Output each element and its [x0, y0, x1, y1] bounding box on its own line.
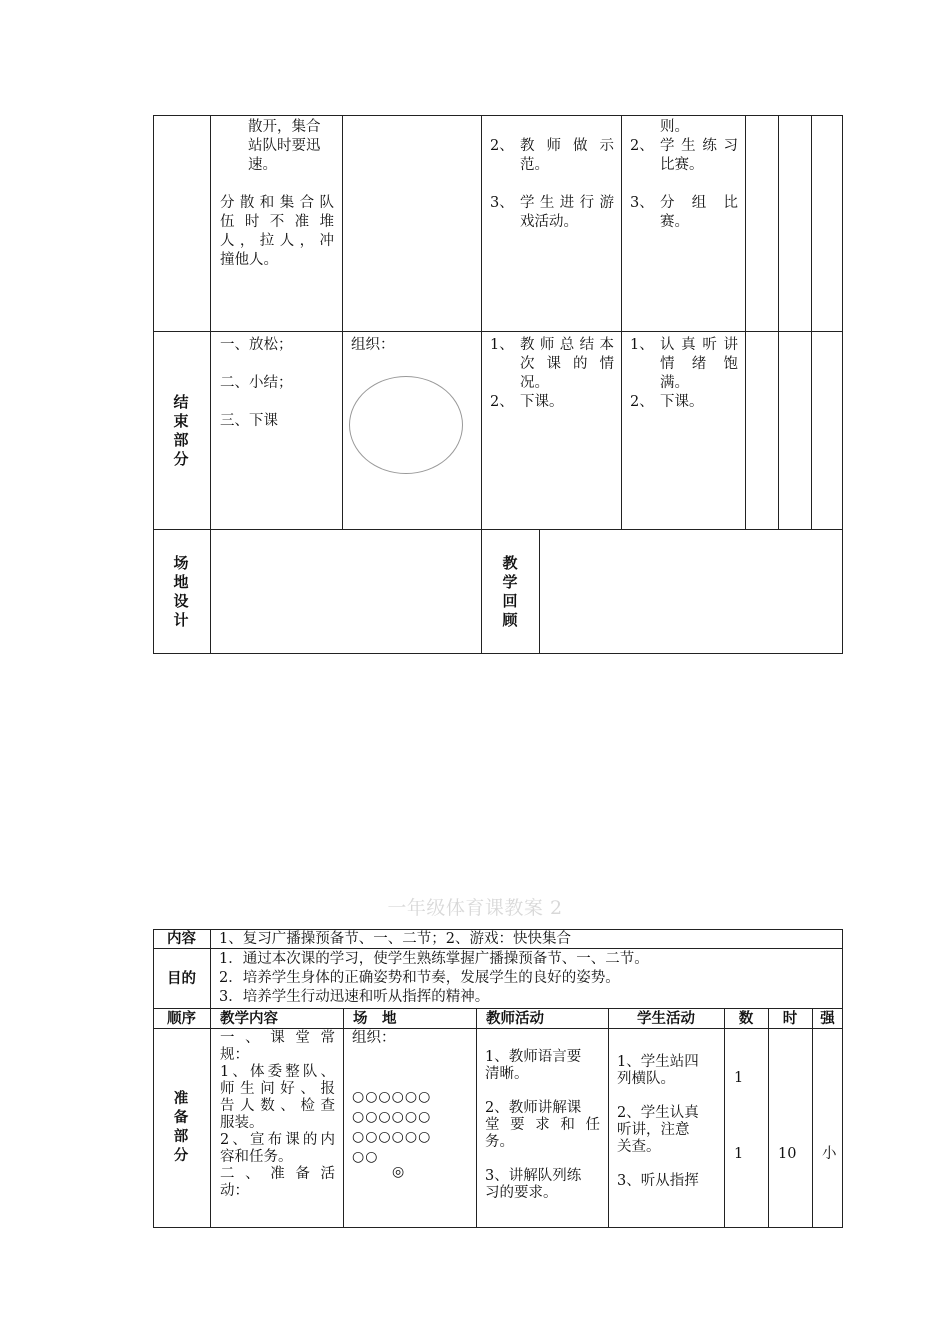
prep-student-cell: [617, 1037, 717, 1190]
goal-item: 2．培养学生身体的正确姿势和节奏，发展学生的良好的姿势。: [219, 970, 620, 986]
student-item: 3、 分 组 比 赛。: [630, 195, 738, 230]
teacher-item: 2、 下课。: [490, 394, 564, 410]
student-line: 3、听从指挥: [617, 1173, 699, 1189]
teacher-line: 习的要求。: [485, 1185, 558, 1201]
content-line: 1、体委整队、: [220, 1064, 335, 1080]
row1-teacher-cell: [490, 137, 614, 232]
table-divider: [539, 529, 540, 654]
content-label: 内容: [167, 931, 196, 947]
table-divider: [621, 115, 622, 529]
teacher-line: 务。: [485, 1134, 514, 1150]
content-line: 三、下课: [220, 413, 278, 429]
intensity-value: 小: [822, 1146, 837, 1162]
content-value: 1、复习广播操预备节、一、二节；2、游戏：快快集合: [219, 931, 571, 947]
table-divider: [342, 115, 343, 529]
teacher-position-icon: ◎: [392, 1164, 406, 1180]
student-line: 则。: [660, 119, 689, 135]
student-formation: [352, 1087, 431, 1167]
formation-row: ○○○○○○: [352, 1109, 432, 1125]
formation-row: ○○○○○○: [352, 1129, 432, 1145]
student-line: 听讲，注意: [617, 1122, 690, 1138]
table-divider: [153, 948, 843, 949]
content-line: 规：: [220, 1047, 249, 1063]
teacher-line: 2、教师讲解课: [485, 1100, 582, 1116]
table-divider: [768, 1008, 769, 1228]
content-line: 服装。: [220, 1115, 264, 1131]
teacher-line: 堂 要 求 和 任: [485, 1117, 600, 1133]
prep-teacher-cell: [485, 1049, 600, 1202]
table-divider: [153, 331, 843, 332]
teacher-line: 清晰。: [485, 1066, 529, 1082]
page-title: 一年级体育课教案 2: [387, 897, 563, 919]
teacher-item: 2、 教 师 做 示 范。: [490, 138, 614, 173]
goal-item: 3．培养学生行动迅速和听从指挥的精神。: [219, 989, 490, 1005]
content-line: 动：: [220, 1183, 249, 1199]
row2-teacher-cell: [490, 336, 614, 412]
table-divider: [210, 929, 211, 1228]
header-intensity: 强: [820, 1011, 835, 1027]
teacher-item: 3、 学生进行游 戏活动。: [490, 195, 614, 230]
content-line: 一 、 课 堂 常: [220, 1030, 335, 1046]
table-divider: [476, 1008, 477, 1228]
header-count: 数: [738, 1011, 754, 1027]
teacher-line: 1、教师语言要: [485, 1049, 582, 1065]
table-divider: [745, 115, 746, 529]
formation-row: ○○: [352, 1149, 379, 1165]
content-line: 师生问好、报: [220, 1081, 335, 1097]
header-student: 学生活动: [637, 1011, 695, 1027]
student-line: 列横队。: [617, 1071, 675, 1087]
row2-content-cell: [220, 336, 334, 431]
content-line: 二、小结；: [220, 375, 293, 391]
header-order: 顺序: [167, 1011, 196, 1027]
venue-design-label: 场地设计: [173, 554, 189, 629]
header-teacher: 教师活动: [486, 1011, 544, 1027]
content-line: 速。: [248, 157, 277, 173]
goal-list: [219, 950, 649, 1007]
header-venue: 场 地: [353, 1011, 397, 1027]
content-line: 2、宣布课的内: [220, 1132, 335, 1148]
time-value: 10: [778, 1146, 797, 1162]
table-divider: [608, 1008, 609, 1228]
content-line: 分散和集合队: [220, 195, 334, 211]
student-line: 关查。: [617, 1139, 661, 1155]
student-line: 2、学生认真: [617, 1105, 699, 1121]
content-line: 人，拉人，冲: [220, 233, 334, 249]
table-divider: [811, 115, 812, 529]
content-line: 一、放松；: [220, 337, 293, 353]
goal-label: 目的: [167, 971, 196, 987]
goal-item: 1．通过本次课的学习，使学生熟练掌握广播操预备节、一、二节。: [219, 951, 649, 967]
header-time: 时: [782, 1011, 798, 1027]
teacher-line: 3、讲解队列练: [485, 1168, 582, 1184]
section-label-prep: 准备部分: [173, 1091, 189, 1164]
section-label-end: 结束部分: [173, 393, 189, 468]
organization-label: 组织：: [351, 337, 395, 353]
teacher-item: 1、 教师总结本 次 课 的 情 况。: [490, 337, 614, 391]
organization-label: 组织：: [352, 1030, 396, 1046]
row1-content-cell: [220, 118, 334, 270]
table-divider: [724, 1008, 725, 1228]
content-line: 站队时要迅: [248, 138, 321, 154]
student-item: 1、 认真听讲 情 绪 饱 满。: [630, 337, 738, 391]
content-line: 二 、 准 备 活: [220, 1166, 335, 1182]
prep-content-cell: [220, 1030, 335, 1200]
teaching-review-label: 教学回顾: [502, 554, 518, 629]
formation-circle: [349, 376, 463, 474]
header-content: 教学内容: [220, 1011, 278, 1027]
content-line: 撞他人。: [220, 252, 278, 268]
table-divider: [778, 115, 779, 529]
table-divider: [481, 115, 482, 654]
table-divider: [153, 529, 843, 530]
student-item: 2、 学生练习 比赛。: [630, 138, 738, 173]
formation-row: ○○○○○○: [352, 1089, 432, 1105]
content-line: 散开，集合: [248, 119, 321, 135]
table-divider: [210, 115, 211, 654]
table-divider: [343, 1008, 344, 1228]
count-value: 1: [734, 1070, 744, 1086]
content-line: 伍时不准堆: [220, 214, 334, 230]
content-line: 容和任务。: [220, 1149, 293, 1165]
row2-student-cell: [630, 336, 738, 412]
student-item: 2、 下课。: [630, 394, 704, 410]
student-line: 1、学生站四: [617, 1054, 699, 1070]
content-line: 告人数、检查: [220, 1098, 335, 1114]
table-divider: [812, 1008, 813, 1228]
count-value: 1: [734, 1146, 744, 1162]
row1-student-cell: [630, 118, 738, 232]
